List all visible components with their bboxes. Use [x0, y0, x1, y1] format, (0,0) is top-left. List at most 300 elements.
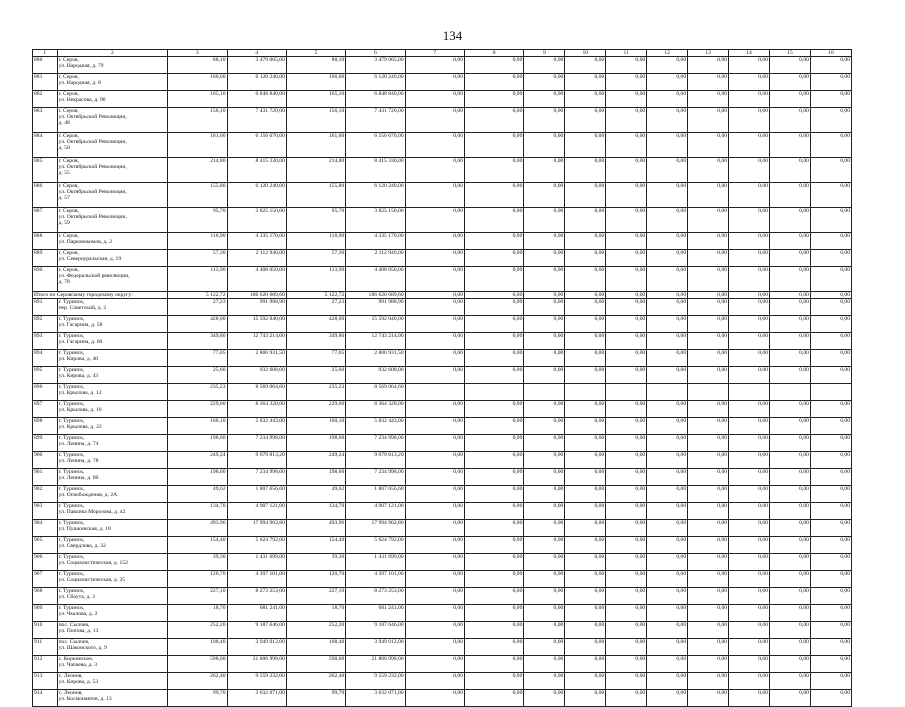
value-cell: 198,60	[286, 469, 345, 486]
value-cell: 0,00	[810, 333, 851, 350]
table-row	[33, 74, 852, 91]
value-cell: 0,00	[688, 486, 729, 503]
value-cell: 0,00	[688, 267, 729, 292]
value-cell: 0,00	[810, 233, 851, 250]
value-cell: 493,96	[286, 520, 345, 537]
value-cell: 0,00	[688, 57, 729, 74]
value-cell: 0,00	[647, 537, 688, 554]
value-cell: 0,00	[729, 183, 770, 208]
address-line: ул. Освобождения, д. 2А	[58, 492, 118, 499]
value-cell: 0,00	[565, 673, 606, 690]
subtotal-value: 0,00	[606, 292, 647, 299]
value-cell: 0,00	[565, 316, 606, 333]
value-cell: 0,00	[524, 74, 565, 91]
value-cell: 0,00	[405, 367, 464, 384]
address-line: г. Серов,	[58, 250, 79, 257]
value-cell: 3 632 071,00	[227, 690, 286, 707]
value-cell: 0,00	[465, 57, 524, 74]
value-cell: 25,60	[286, 367, 345, 384]
row-number: 906	[33, 554, 58, 571]
value-cell: 0,00	[647, 57, 688, 74]
value-cell: 0,00	[647, 183, 688, 208]
address-line: ул. Октябрьской Революции,	[58, 164, 127, 171]
address-cell	[57, 605, 168, 622]
address-cell	[57, 401, 168, 418]
column-header: 9	[524, 50, 565, 57]
address-line: ул. Октябрьской Революции,	[58, 214, 127, 221]
value-cell: 0,00	[770, 133, 811, 158]
value-cell: 0,00	[565, 571, 606, 588]
value-cell: 57,30	[286, 250, 345, 267]
value-cell: 214,80	[168, 158, 227, 183]
address-line: г. Туринск,	[58, 435, 85, 442]
value-cell: 108,40	[286, 639, 345, 656]
address-cell	[57, 299, 168, 316]
value-cell: 0,00	[465, 452, 524, 469]
table-row	[33, 452, 852, 469]
value-cell: 7 431 720,00	[227, 108, 286, 133]
address-cell	[57, 435, 168, 452]
table-row	[33, 57, 852, 74]
value-cell: 0,00	[524, 158, 565, 183]
value-cell: 262,40	[168, 673, 227, 690]
value-cell: 932 608,00	[227, 367, 286, 384]
value-cell: 0,00	[729, 57, 770, 74]
value-cell: 0,00	[810, 108, 851, 133]
value-cell: 0,00	[647, 639, 688, 656]
value-cell: 0,00	[688, 435, 729, 452]
address-cell	[57, 350, 168, 367]
value-cell: 0,00	[729, 639, 770, 656]
value-cell: 0,00	[647, 299, 688, 316]
value-cell: 0,00	[729, 74, 770, 91]
value-cell	[405, 384, 464, 401]
value-cell: 7 234 998,00	[346, 469, 405, 486]
value-cell: 0,00	[465, 588, 524, 605]
value-cell: 6 120 240,00	[346, 74, 405, 91]
value-cell: 0,00	[688, 452, 729, 469]
table-row	[33, 673, 852, 690]
address-line: г. Туринск,	[58, 333, 85, 340]
address-line: ул. Гагарина, д. 58	[58, 322, 103, 329]
value-cell: 0,00	[770, 350, 811, 367]
table-row	[33, 435, 852, 452]
address-line: ул. Чапаева, д. 3	[58, 662, 97, 669]
column-header: 3	[168, 50, 227, 57]
value-cell: 349,80	[286, 333, 345, 350]
address-cell	[57, 503, 168, 520]
value-cell: 6 156 670,00	[227, 133, 286, 158]
value-cell: 0,00	[647, 108, 688, 133]
value-cell: 0,00	[606, 108, 647, 133]
value-cell: 0,00	[810, 639, 851, 656]
value-cell: 0,00	[729, 91, 770, 108]
value-cell: 0,00	[810, 183, 851, 208]
value-cell: 0,00	[565, 74, 606, 91]
value-cell: 1 807 656,60	[346, 486, 405, 503]
address-line: д. 78	[58, 279, 70, 286]
address-line: ул. Гагарина, д. 60	[58, 339, 103, 346]
subtotal-value: 0,00	[810, 292, 851, 299]
value-cell	[688, 384, 729, 401]
value-cell: 134,70	[168, 503, 227, 520]
column-header: 12	[647, 50, 688, 57]
value-cell: 116,90	[168, 233, 227, 250]
value-cell: 0,00	[465, 333, 524, 350]
table-row	[33, 401, 852, 418]
value-cell: 0,00	[405, 208, 464, 233]
value-cell: 0,00	[606, 401, 647, 418]
value-cell: 0,00	[770, 91, 811, 108]
value-cell: 0,00	[770, 57, 811, 74]
value-cell: 0,00	[688, 74, 729, 91]
subtotal-value: 0,00	[405, 292, 464, 299]
value-cell: 0,00	[465, 571, 524, 588]
table-row	[33, 250, 852, 267]
value-cell: 0,00	[688, 537, 729, 554]
value-cell: 99,70	[286, 690, 345, 707]
subtotal-value: 0,00	[770, 292, 811, 299]
value-cell: 0,00	[770, 503, 811, 520]
value-cell: 5 624 792,00	[346, 537, 405, 554]
value-cell: 227,10	[168, 588, 227, 605]
column-header: 5	[286, 50, 345, 57]
value-cell: 120,70	[168, 571, 227, 588]
row-number: 886	[33, 183, 58, 208]
value-cell: 0,00	[810, 57, 851, 74]
address-line: г. Серов,	[58, 208, 79, 215]
value-cell: 15 592 040,00	[227, 316, 286, 333]
value-cell: 0,00	[465, 469, 524, 486]
value-cell	[465, 384, 524, 401]
address-line: г. Туринск,	[58, 316, 85, 323]
value-cell: 0,00	[565, 183, 606, 208]
value-cell: 0,00	[729, 367, 770, 384]
value-cell: 249,24	[168, 452, 227, 469]
value-cell: 0,00	[565, 108, 606, 133]
value-cell: 0,00	[647, 267, 688, 292]
value-cell: 0,00	[565, 469, 606, 486]
value-cell: 0,00	[524, 639, 565, 656]
value-cell: 0,00	[729, 588, 770, 605]
address-cell	[57, 469, 168, 486]
value-cell: 0,00	[524, 486, 565, 503]
value-cell: 0,00	[465, 401, 524, 418]
row-number: 895	[33, 367, 58, 384]
value-cell: 0,00	[405, 133, 464, 158]
value-cell: 0,00	[465, 233, 524, 250]
value-cell: 0,00	[647, 622, 688, 639]
address-line: д. 55	[58, 170, 70, 177]
value-cell: 0,00	[770, 250, 811, 267]
value-cell: 0,00	[606, 250, 647, 267]
address-line: ул. Шаконского, д. 9	[58, 645, 107, 652]
address-line: ул. Крылова, д. 16	[58, 407, 102, 414]
value-cell: 0,00	[688, 639, 729, 656]
row-number: 900	[33, 452, 58, 469]
value-cell: 0,00	[688, 673, 729, 690]
value-cell: 2 112 940,00	[346, 250, 405, 267]
value-cell: 0,00	[647, 469, 688, 486]
value-cell	[565, 384, 606, 401]
value-cell: 0,00	[729, 233, 770, 250]
value-cell: 3 632 071,00	[346, 690, 405, 707]
value-cell: 0,00	[729, 571, 770, 588]
value-cell: 0,00	[729, 486, 770, 503]
value-cell: 0,00	[729, 158, 770, 183]
value-cell: 0,00	[524, 233, 565, 250]
value-cell: 0,00	[810, 605, 851, 622]
address-line: ул. Ленина, д. 80	[58, 475, 99, 482]
address-line: ул. Крылова, д. 22	[58, 424, 102, 431]
table-row	[33, 690, 852, 707]
address-line: г. Туринск,	[58, 520, 85, 527]
value-cell: 6 120 240,00	[227, 74, 286, 91]
value-cell: 0,00	[729, 622, 770, 639]
value-cell: 12 743 214,00	[346, 333, 405, 350]
value-cell: 0,00	[606, 537, 647, 554]
value-cell: 0,00	[405, 503, 464, 520]
value-cell: 4 397 101,00	[346, 571, 405, 588]
value-cell: 3 825 150,00	[227, 208, 286, 233]
subtotal-value: 5 122,72	[168, 292, 227, 299]
value-cell: 252,20	[168, 622, 227, 639]
row-number: 909	[33, 605, 58, 622]
address-cell	[57, 267, 168, 292]
value-cell	[770, 384, 811, 401]
value-cell: 0,00	[405, 588, 464, 605]
address-line: ул. Павлика Морозова, д. 42	[58, 509, 126, 516]
table-row	[33, 503, 852, 520]
address-cell	[57, 520, 168, 537]
value-cell: 0,00	[647, 316, 688, 333]
value-cell: 0,00	[647, 208, 688, 233]
value-cell: 229,60	[286, 401, 345, 418]
value-cell: 0,00	[565, 503, 606, 520]
value-cell: 0,00	[465, 299, 524, 316]
address-line: г. Туринск,	[58, 384, 85, 391]
address-cell	[57, 250, 168, 267]
value-cell: 0,00	[565, 91, 606, 108]
column-header: 10	[565, 50, 606, 57]
table-row	[33, 520, 852, 537]
value-cell: 0,00	[770, 486, 811, 503]
address-cell	[57, 367, 168, 384]
address-cell	[57, 622, 168, 639]
value-cell: 0,00	[465, 673, 524, 690]
address-cell	[57, 316, 168, 333]
value-cell: 4 335 170,00	[227, 233, 286, 250]
value-cell: 0,00	[405, 520, 464, 537]
address-line: г. Туринск,	[58, 537, 85, 544]
value-cell: 5 832 443,00	[346, 418, 405, 435]
value-cell: 0,00	[688, 350, 729, 367]
address-line: д. 59	[58, 220, 70, 227]
value-cell: 0,00	[729, 605, 770, 622]
address-cell	[57, 183, 168, 208]
value-cell: 8 415 330,00	[227, 158, 286, 183]
value-cell: 0,00	[770, 537, 811, 554]
address-line: г. Серов,	[58, 158, 79, 165]
value-cell: 0,00	[465, 367, 524, 384]
row-number: 885	[33, 158, 58, 183]
value-cell: 0,00	[770, 401, 811, 418]
value-cell: 0,00	[770, 158, 811, 183]
value-cell: 262,40	[286, 673, 345, 690]
address-line: ул. Пушкинская, д. 10	[58, 526, 111, 533]
value-cell	[729, 384, 770, 401]
table-row	[33, 554, 852, 571]
value-cell: 681 241,00	[346, 605, 405, 622]
address-line: г. Серов,	[58, 108, 79, 115]
value-cell: 0,00	[524, 91, 565, 108]
value-cell: 227,10	[286, 588, 345, 605]
value-cell: 0,00	[729, 673, 770, 690]
value-cell: 0,00	[524, 208, 565, 233]
value-cell: 4 397 101,00	[227, 571, 286, 588]
value-cell: 0,00	[688, 571, 729, 588]
address-cell	[57, 233, 168, 250]
value-cell: 0,00	[770, 554, 811, 571]
table-row	[33, 299, 852, 316]
value-cell: 0,00	[405, 57, 464, 74]
value-cell: 0,00	[729, 299, 770, 316]
value-cell: 598,60	[286, 656, 345, 673]
value-cell: 0,00	[465, 537, 524, 554]
value-cell: 116,90	[286, 233, 345, 250]
value-cell: 0,00	[606, 133, 647, 158]
value-cell: 8 569 064,60	[227, 384, 286, 401]
value-cell: 0,00	[770, 316, 811, 333]
value-cell: 0,00	[729, 656, 770, 673]
value-cell: 156,10	[286, 108, 345, 133]
address-line: ул. Кирова, д. 53	[58, 679, 99, 686]
subtotal-value: 186 620 689,60	[227, 292, 286, 299]
value-cell: 0,00	[770, 418, 811, 435]
value-cell: 0,00	[688, 299, 729, 316]
value-cell: 0,00	[647, 554, 688, 571]
value-cell: 120,70	[286, 571, 345, 588]
address-line: г. Серов,	[58, 74, 79, 81]
row-number: 902	[33, 486, 58, 503]
value-cell: 0,00	[810, 350, 851, 367]
column-header: 1	[33, 50, 58, 57]
value-cell: 0,00	[465, 622, 524, 639]
address-cell	[57, 418, 168, 435]
value-cell: 0,00	[647, 656, 688, 673]
subtotal-value: 0,00	[565, 292, 606, 299]
value-cell: 134,70	[286, 503, 345, 520]
value-cell: 113,90	[168, 267, 227, 292]
value-cell: 0,00	[647, 520, 688, 537]
address-line: г. Серов,	[58, 267, 79, 274]
table-row	[33, 208, 852, 233]
address-cell	[57, 91, 168, 108]
value-cell: 0,00	[565, 401, 606, 418]
value-cell: 0,00	[729, 350, 770, 367]
value-cell: 0,00	[688, 233, 729, 250]
value-cell: 0,00	[405, 333, 464, 350]
table-row	[33, 469, 852, 486]
value-cell: 0,00	[770, 588, 811, 605]
value-cell: 9 187 646,00	[346, 622, 405, 639]
address-line: ул. Социалистическая, д. 152	[58, 560, 128, 567]
value-cell: 0,00	[606, 690, 647, 707]
value-cell: 6 120 240,00	[346, 183, 405, 208]
value-cell: 161,60	[286, 133, 345, 158]
value-cell: 4 335 170,00	[346, 233, 405, 250]
value-cell: 0,00	[688, 367, 729, 384]
value-cell: 0,00	[565, 233, 606, 250]
value-cell: 0,00	[405, 233, 464, 250]
value-cell: 0,00	[770, 333, 811, 350]
value-cell: 0,00	[465, 656, 524, 673]
address-line: ул. Свердлова, д. 32	[58, 543, 106, 550]
value-cell: 2 806 931,50	[346, 350, 405, 367]
value-cell: 0,00	[606, 622, 647, 639]
value-cell: 0,00	[810, 299, 851, 316]
address-line: г. Серов,	[58, 183, 79, 190]
value-cell: 95,70	[168, 208, 227, 233]
value-cell: 0,00	[688, 158, 729, 183]
value-cell: 0,00	[688, 588, 729, 605]
column-header: 15	[770, 50, 811, 57]
value-cell: 0,00	[405, 656, 464, 673]
value-cell: 2 806 931,50	[227, 350, 286, 367]
subtotal-value: 0,00	[465, 292, 524, 299]
value-cell: 0,00	[647, 452, 688, 469]
value-cell: 0,00	[606, 158, 647, 183]
value-cell: 0,00	[647, 690, 688, 707]
table-row	[33, 367, 852, 384]
table-row	[33, 316, 852, 333]
value-cell: 0,00	[524, 133, 565, 158]
address-line: г. Туринск,	[58, 401, 85, 408]
value-cell: 0,00	[524, 520, 565, 537]
value-cell: 3 479 065,00	[346, 57, 405, 74]
value-cell: 0,00	[565, 333, 606, 350]
address-line: г. Серов,	[58, 57, 79, 64]
value-cell: 0,00	[524, 299, 565, 316]
value-cell: 0,00	[810, 656, 851, 673]
address-cell	[57, 673, 168, 690]
value-cell: 0,00	[729, 554, 770, 571]
value-cell: 0,00	[565, 537, 606, 554]
value-cell: 155,80	[286, 183, 345, 208]
address-line: пер. Советский, д. 2	[58, 305, 107, 312]
value-cell: 161,60	[168, 133, 227, 158]
value-cell: 0,00	[770, 267, 811, 292]
value-cell: 0,00	[647, 571, 688, 588]
value-cell: 0,00	[810, 250, 851, 267]
value-cell: 3 479 065,00	[227, 57, 286, 74]
row-number: 890	[33, 267, 58, 292]
row-number: 893	[33, 333, 58, 350]
value-cell: 0,00	[405, 622, 464, 639]
address-line: г. Туринск,	[58, 571, 85, 578]
address-line: ул. Ленина, д. 78	[58, 458, 99, 465]
value-cell: 5 832 443,00	[227, 418, 286, 435]
value-cell: 0,00	[524, 673, 565, 690]
value-cell: 1 431 699,00	[346, 554, 405, 571]
table-row	[33, 350, 852, 367]
address-cell	[57, 57, 168, 74]
value-cell: 0,00	[465, 108, 524, 133]
value-cell: 0,00	[810, 418, 851, 435]
value-cell: 991 988,90	[346, 299, 405, 316]
value-cell: 0,00	[606, 418, 647, 435]
subtotal-value: 5 122,72	[286, 292, 345, 299]
